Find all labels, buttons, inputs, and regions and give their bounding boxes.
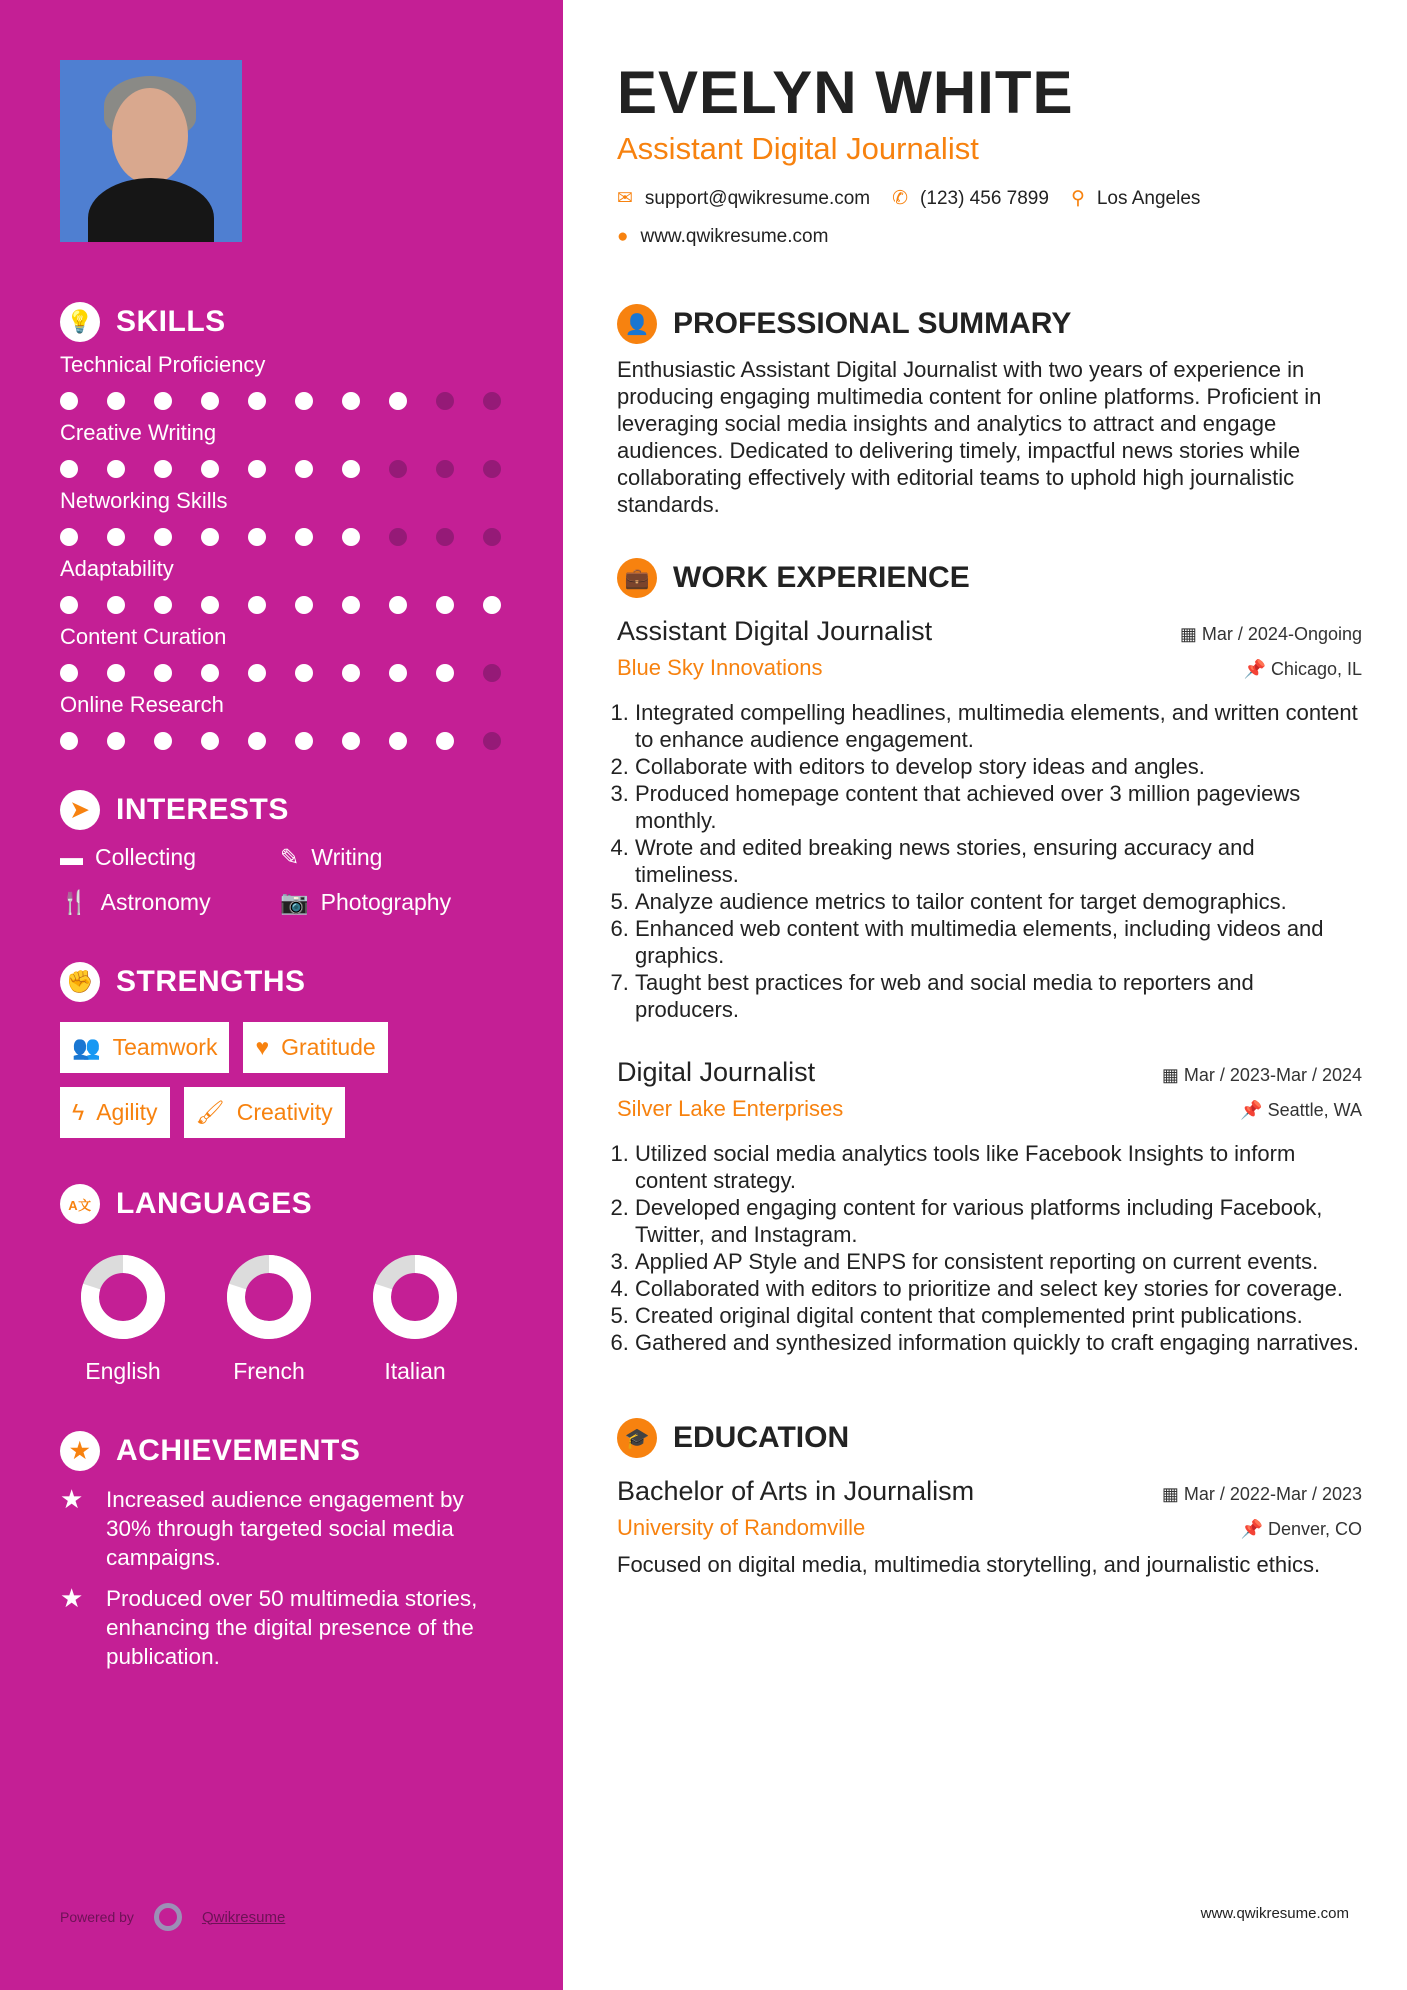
job-bullet: 1. Integrated compelling headlines, multimedia elements, and written content to enhance audience engagement. <box>635 699 1362 753</box>
job-bullet: 5. Analyze audience metrics to tailor content for target demographics. <box>635 888 1362 915</box>
degree: Bachelor of Arts in Journalism <box>617 1476 975 1506</box>
education-head <box>617 1476 1362 1507</box>
strength-label: Agility <box>96 1099 158 1125</box>
job-bullets <box>617 1140 1362 1356</box>
interest-label: Photography <box>320 889 452 915</box>
job-dates: Mar / 2024-Ongoing <box>1201 624 1362 644</box>
language-donut <box>80 1254 166 1340</box>
website-row <box>617 226 1362 248</box>
rating-dot-filled <box>201 392 219 410</box>
strengths-heading <box>60 962 563 1002</box>
interest-item <box>60 844 280 871</box>
heading-text: PROFESSIONAL SUMMARY <box>673 307 1072 340</box>
rating-dot-filled <box>342 732 360 750</box>
job-bullet: 5. Created original digital content that complemented print publications. <box>635 1302 1362 1329</box>
globe-icon: ● <box>617 226 629 247</box>
powered-by <box>60 1903 285 1931</box>
rating-dot-filled <box>436 664 454 682</box>
strength-label: Creativity <box>236 1099 333 1125</box>
skill-rating <box>60 392 563 410</box>
language-item <box>368 1254 462 1385</box>
rating-dot-empty <box>389 528 407 546</box>
skill-label: Creative Writing <box>60 420 217 445</box>
rating-dot-filled <box>107 732 125 750</box>
skill-label: Adaptability <box>60 556 174 581</box>
achievement-text: Increased audience engagement by 30% through targeted social media campaigns. <box>106 1487 464 1570</box>
job-title: Assistant Digital Journalist <box>617 616 933 646</box>
profile-photo <box>60 60 242 242</box>
briefcase-icon: 💼 <box>617 558 657 598</box>
language-donut <box>372 1254 458 1340</box>
rating-dot-filled <box>107 528 125 546</box>
achievement-item <box>60 1584 490 1671</box>
skill-label: Technical Proficiency <box>60 352 266 377</box>
pin-icon: 📌 <box>1240 1519 1268 1539</box>
rating-dot-filled <box>389 732 407 750</box>
rating-dot-filled <box>201 596 219 614</box>
calendar-icon: ▦ <box>1161 1065 1184 1085</box>
job-bullets <box>617 699 1362 1023</box>
job-dates: Mar / 2023-Mar / 2024 <box>1183 1065 1362 1085</box>
skill-rating <box>60 664 563 682</box>
rating-dot-empty <box>483 392 501 410</box>
website[interactable]: www.qwikresume.com <box>640 226 829 247</box>
job-bullet: 3. Applied AP Style and ENPS for consistent reporting on current events. <box>635 1248 1362 1275</box>
language-label: Italian <box>384 1358 446 1384</box>
shooting-star-icon: ★ <box>60 1583 84 1613</box>
skill-rating <box>60 460 563 478</box>
heading-text: WORK EXPERIENCE <box>673 561 970 594</box>
phone: (123) 456 7899 <box>920 188 1049 209</box>
rating-dot-filled <box>154 732 172 750</box>
job-title: Digital Journalist <box>617 1057 816 1087</box>
rating-dot-filled <box>342 528 360 546</box>
calendar-icon: ▦ <box>1179 624 1202 644</box>
strength-tag <box>184 1087 345 1138</box>
work-heading <box>617 558 1362 598</box>
rating-dot-filled <box>248 460 266 478</box>
job-bullet: 3. Produced homepage content that achieved over 3 million pageviews monthly. <box>635 780 1362 834</box>
rating-dot-filled <box>295 664 313 682</box>
main-content <box>617 58 1362 1578</box>
translate-icon: A文 <box>60 1184 100 1224</box>
contact-row <box>617 187 1362 210</box>
education-sub <box>617 1515 1362 1541</box>
rating-dot-filled <box>107 664 125 682</box>
rating-dot-empty <box>389 460 407 478</box>
candidate-name: EVELYN WHITE <box>617 59 1074 126</box>
rating-dot-filled <box>201 732 219 750</box>
rating-dot-filled <box>295 596 313 614</box>
strength-tag <box>243 1022 387 1073</box>
rating-dot-filled <box>107 392 125 410</box>
skill-label: Networking Skills <box>60 488 228 513</box>
pencil-icon: ✎ <box>280 844 300 870</box>
education-text: Focused on digital media, multimedia storytelling, and journalistic ethics. <box>617 1552 1321 1577</box>
interests-list <box>60 844 563 916</box>
rating-dot-filled <box>248 732 266 750</box>
job-bullet: 2. Collaborate with editors to develop story ideas and angles. <box>635 753 1362 780</box>
rating-dot-filled <box>154 392 172 410</box>
qwikresume-link[interactable]: Qwikresume <box>201 1908 286 1926</box>
heading-text: SKILLS <box>116 305 226 338</box>
calendar-icon: ▦ <box>1161 1484 1184 1504</box>
interest-item <box>280 844 480 871</box>
education-location: Denver, CO <box>1267 1519 1362 1539</box>
interests-heading <box>60 790 563 830</box>
rating-dot-filled <box>342 392 360 410</box>
lightbulb-icon: 💡 <box>60 302 100 342</box>
rating-dot-filled <box>295 392 313 410</box>
rating-dot-filled <box>201 664 219 682</box>
email[interactable]: support@qwikresume.com <box>644 188 871 209</box>
strengths-list <box>60 1022 500 1138</box>
map-marker-icon: ⚲ <box>1070 188 1085 209</box>
rating-dot-empty <box>436 528 454 546</box>
rating-dot-filled <box>154 664 172 682</box>
job-bullet: 1. Utilized social media analytics tools like Facebook Insights to inform content strategy. <box>635 1140 1362 1194</box>
job-bullet: 6. Enhanced web content with multimedia elements, including videos and graphics. <box>635 915 1362 969</box>
job-bullet: 4. Wrote and edited breaking news stories, ensuring accuracy and timeliness. <box>635 834 1362 888</box>
job-bullet: 4. Collaborated with editors to prioritize and select key stories for coverage. <box>635 1275 1362 1302</box>
summary-heading <box>617 304 1362 344</box>
fist-icon: ✊ <box>60 962 100 1002</box>
rating-dot-filled <box>248 664 266 682</box>
language-label: French <box>233 1358 305 1384</box>
rating-dot-filled <box>60 596 78 614</box>
rating-dot-filled <box>389 596 407 614</box>
rating-dot-filled <box>60 528 78 546</box>
powered-by-text: Powered by <box>60 1909 134 1925</box>
job-location: Seattle, WA <box>1267 1100 1362 1120</box>
rating-dot-filled <box>483 596 501 614</box>
paintbrush-icon: 🖌 <box>195 1099 225 1125</box>
envelope-icon: ✉ <box>617 188 633 209</box>
interest-label: Collecting <box>95 844 196 870</box>
graduation-cap-icon: 🎓 <box>617 1418 657 1458</box>
rating-dot-filled <box>60 392 78 410</box>
skill-rating <box>60 528 563 546</box>
bolt-icon: ϟ <box>72 1099 85 1125</box>
heading-text: ACHIEVEMENTS <box>116 1434 361 1467</box>
achievements-heading <box>60 1431 563 1471</box>
shooting-star-icon: ★ <box>60 1484 84 1514</box>
location: Los Angeles <box>1096 188 1201 209</box>
rating-dot-filled <box>389 392 407 410</box>
company: Silver Lake Enterprises <box>617 1096 844 1121</box>
user-icon: 👤 <box>617 304 657 344</box>
skills-heading <box>60 302 563 342</box>
interest-item <box>280 889 480 916</box>
job-bullet: 2. Developed engaging content for various platforms including Facebook, Twitter, and Instagram. <box>635 1194 1362 1248</box>
company: Blue Sky Innovations <box>617 655 823 680</box>
skill-rating <box>60 732 563 750</box>
interest-label: Writing <box>311 844 383 870</box>
rating-dot-filled <box>295 528 313 546</box>
rating-dot-empty <box>483 664 501 682</box>
rating-dot-filled <box>295 460 313 478</box>
job-bullet: 7. Taught best practices for web and social media to reporters and producers. <box>635 969 1362 1023</box>
language-item <box>222 1254 316 1385</box>
pin-icon: 📌 <box>1240 1100 1268 1120</box>
language-donut <box>226 1254 312 1340</box>
rating-dot-filled <box>154 528 172 546</box>
school: University of Randomville <box>617 1515 866 1540</box>
rating-dot-filled <box>107 460 125 478</box>
rating-dot-empty <box>483 528 501 546</box>
heading-text: STRENGTHS <box>116 965 306 998</box>
languages-list <box>60 1254 563 1385</box>
language-label: English <box>85 1358 161 1384</box>
rating-dot-empty <box>483 732 501 750</box>
jobs-list <box>617 616 1362 1356</box>
phone-icon: ✆ <box>892 188 909 209</box>
rating-dot-filled <box>436 732 454 750</box>
qwikresume-logo-icon <box>154 1903 182 1931</box>
rating-dot-filled <box>389 664 407 682</box>
rating-dot-empty <box>436 392 454 410</box>
paper-plane-icon: ➤ <box>60 790 100 830</box>
candidate-title: Assistant Digital Journalist <box>617 131 979 166</box>
interest-item <box>60 889 280 916</box>
strength-tag <box>60 1087 170 1138</box>
rating-dot-empty <box>436 460 454 478</box>
camera-icon: 📷 <box>280 889 309 915</box>
job-entry <box>617 1057 1362 1356</box>
rating-dot-filled <box>248 596 266 614</box>
archive-icon: ▬ <box>60 844 83 870</box>
rating-dot-filled <box>436 596 454 614</box>
heading-text: EDUCATION <box>673 1421 850 1454</box>
interest-label: Astronomy <box>100 889 211 915</box>
language-item <box>76 1254 170 1385</box>
sidebar <box>0 0 563 1990</box>
heart-icon: ♥ <box>255 1034 270 1060</box>
rating-dot-filled <box>107 596 125 614</box>
rating-dot-filled <box>201 460 219 478</box>
star-icon: ★ <box>60 1431 100 1471</box>
heading-text: INTERESTS <box>116 793 289 826</box>
achievement-item <box>60 1485 490 1572</box>
job-location: Chicago, IL <box>1270 659 1362 679</box>
footer-site: www.qwikresume.com <box>1200 1905 1349 1922</box>
rating-dot-filled <box>342 664 360 682</box>
job-bullet: 6. Gathered and synthesized information quickly to craft engaging narratives. <box>635 1329 1362 1356</box>
education-heading <box>617 1418 1362 1458</box>
rating-dot-filled <box>342 596 360 614</box>
skill-rating <box>60 596 563 614</box>
rating-dot-filled <box>201 528 219 546</box>
rating-dot-filled <box>342 460 360 478</box>
skill-label: Online Research <box>60 692 224 717</box>
rating-dot-filled <box>154 596 172 614</box>
rating-dot-filled <box>60 460 78 478</box>
education-dates: Mar / 2022-Mar / 2023 <box>1183 1484 1362 1504</box>
job-entry <box>617 616 1362 1023</box>
heading-text: LANGUAGES <box>116 1187 313 1220</box>
rating-dot-filled <box>295 732 313 750</box>
strength-tag <box>60 1022 229 1073</box>
rating-dot-empty <box>483 460 501 478</box>
pin-icon: 📌 <box>1243 659 1271 679</box>
summary-text: Enthusiastic Assistant Digital Journalist with two years of experience in producing engaging multimedia content for online platforms. Proficient in leveraging social media insights and analytics to attract and engage audiences. Dedicated to delivering timely, impactful news stories while collaborating effectively with editorial teams to uphold high journalistic standards. <box>617 357 1322 517</box>
skills-list <box>60 352 563 750</box>
achievement-text: Produced over 50 multimedia stories, enhancing the digital presence of the publication. <box>106 1586 478 1669</box>
rating-dot-filled <box>248 528 266 546</box>
utensils-icon: 🍴 <box>60 889 89 915</box>
rating-dot-filled <box>154 460 172 478</box>
rating-dot-filled <box>248 392 266 410</box>
strength-label: Gratitude <box>281 1034 376 1060</box>
skill-label: Content Curation <box>60 624 227 649</box>
rating-dot-filled <box>60 664 78 682</box>
rating-dot-filled <box>60 732 78 750</box>
users-icon: 👥 <box>72 1034 101 1060</box>
strength-label: Teamwork <box>112 1034 218 1060</box>
languages-heading <box>60 1184 563 1224</box>
